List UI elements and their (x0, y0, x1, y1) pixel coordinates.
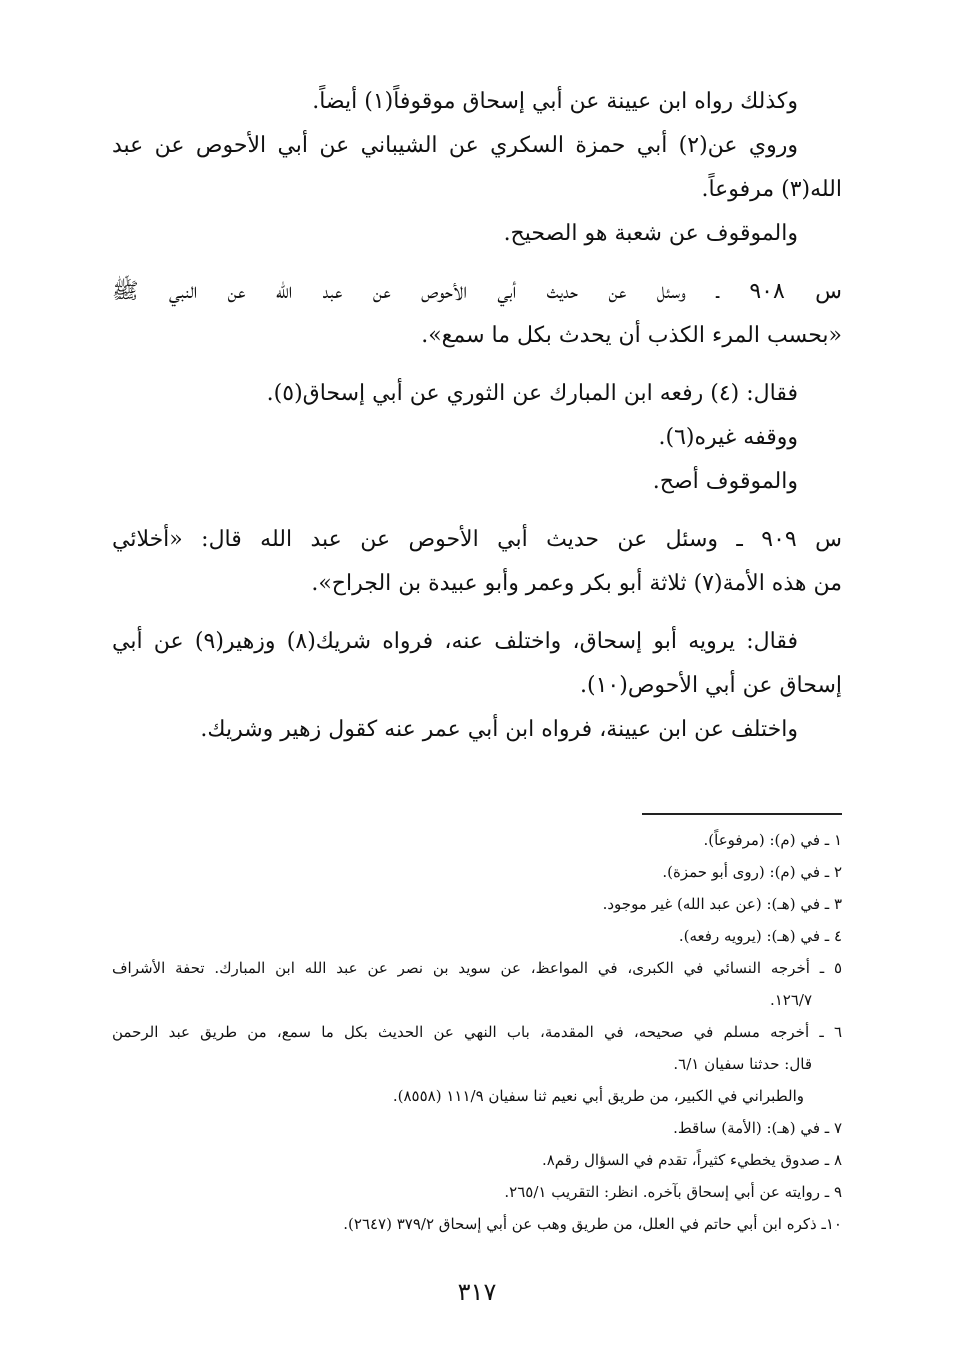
footnote-item: ١ ـ في (م): (مرفوعاً). (703, 831, 842, 849)
footnote-item: ٣ ـ في (هـ): (عن عبد الله) غير موجود. (602, 895, 842, 913)
footnote-item: ٢ ـ في (م): (روى أبو حمزة). (662, 863, 842, 881)
footnote-item: ١٠ـ ذكره ابن أبي حاتم في العلل، من طريق وهب عن أبي إسحاق ٣٧٩/٢ (٢٦٤٧). (343, 1215, 842, 1233)
text-line: والموقوف عن شعبة هو الصحيح. (503, 221, 798, 246)
text-line: إسحاق عن أبي الأحوص(١٠). (580, 673, 842, 698)
footnote-item: ٥ ـ أخرجه النسائي في الكبرى، في المواعظ، عن سويد بن نصر عن عبد الله ابن المبارك. تحفة الأشراف (112, 959, 842, 977)
footnote-continuation: ١٢٦/٧. (769, 991, 812, 1009)
text-line: «بحسب المرء الكذب أن يحدث بكل ما سمع». (421, 323, 842, 348)
footnote-item: ٧ ـ في (هـ): (الأمة) ساقط. (673, 1119, 842, 1137)
paragraph-gap (112, 358, 842, 372)
text-line: واختلف عن ابن عيينة، فرواه ابن أبي عمر عنه كقول زهير وشريك. (200, 717, 798, 742)
text-line: من هذه الأمة(٧) ثلاثة أبو بكر وعمر وأبو عبيدة بن الجراح». (311, 571, 842, 596)
footnote-item: ٨ ـ صدوق يخطيء كثيراً، تقدم في السؤال رقم٨. (541, 1151, 842, 1169)
main-text (112, 80, 842, 752)
text-line: فقال: (٤) رفعه ابن المبارك عن الثوري عن أبي إسحاق(٥). (266, 381, 798, 406)
footnote-separator (642, 813, 842, 815)
text-line: فقال: يرويه أبو إسحاق، واختلف عنه، فرواه شريك(٨) وزهير(٩) عن أبي (112, 629, 799, 654)
footnote-item: ٤ ـ في (هـ): (يرويه رفعه). (678, 927, 842, 945)
text-line: الله(٣) مرفوعاً. (701, 177, 842, 202)
footnote-item: ٩ ـ روايته عن أبي إسحاق بآخره. انظر: التقريب ٢٦٥/١. (504, 1183, 842, 1201)
footnote-continuation: والطبراني في الكبير، من طريق أبي نعيم ثنا سفيان ١١١/٩ (٨٥٥٨). (392, 1087, 804, 1105)
question-908-heading: س ٩٠٨ ـ وسئل عن حديث أبي الأحوص عن عبد الله عن النبي ﷺ (112, 279, 842, 304)
text-line: ووقفه غيره(٦). (658, 425, 798, 450)
paragraph-gap (112, 606, 842, 620)
question-909-heading: س ٩٠٩ ـ وسئل عن حديث أبي الأحوص عن عبد الله قال: «أخلائي (112, 527, 842, 552)
footnote-item: ٦ ـ أخرجه مسلم في صحيحه، في المقدمة، باب النهي عن الحديث بكل ما سمع، من طريق عبد الرحمن (112, 1023, 842, 1041)
page-number: ٣١٧ (457, 1278, 497, 1306)
paragraph-gap (112, 256, 842, 270)
text-line: وروي عن(٢) أبي حمزة السكري عن الشيباني عن أبي الأحوص عن عبد (112, 133, 798, 158)
paragraph-gap (112, 504, 842, 518)
footnote-continuation: قال: حدثنا سفيان ٦/١. (673, 1055, 812, 1073)
text-line: والموقوف أصح. (652, 469, 798, 494)
text-line: وكذلك رواه ابن عيينة عن أبي إسحاق موقوفاً(١) أيضاً. (312, 89, 798, 114)
footnotes (112, 824, 842, 1240)
